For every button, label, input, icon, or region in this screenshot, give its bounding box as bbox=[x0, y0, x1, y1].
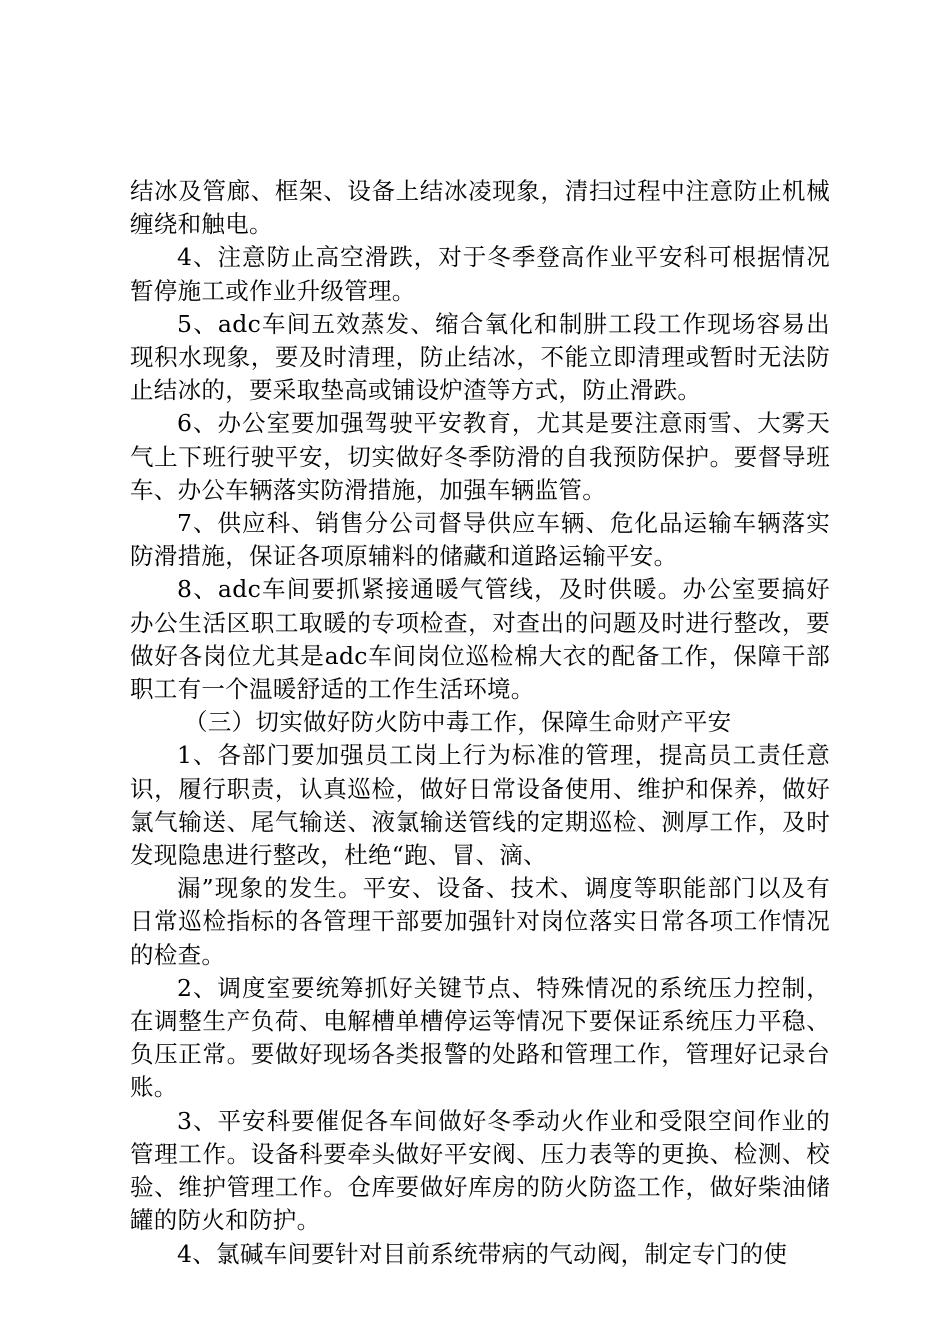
paragraph-fire-item-1: 1、各部门要加强员工岗上行为标准的管理，提高员工责任意识，履行职责，认真巡检，做好日常设备使用、维护和保养，做好氯气输送、尾气输送、液氯输送管线的定期巡检、测厚工作，及时发现隐患进行整改，杜绝“跑、冒、滴、 bbox=[130, 741, 830, 870]
paragraph-fire-item-3: 3、平安科要催促各车间做好冬季动火作业和受限空间作业的管理工作。设备科要牵头做好平安阀、压力表等的更换、检测、校验、维护管理工作。仓库要做好库房的防火防盗工作，做好柴油储罐的防火和防护。 bbox=[130, 1106, 830, 1235]
section-heading-3: （三）切实做好防火防中毒工作，保障生命财产平安 bbox=[184, 708, 732, 737]
paragraph-item-6: 6、办公室要加强驾驶平安教育，尤其是要注意雨雪、大雾天气上下班行驶平安，切实做好冬季防滑的自我预防保护。要督导班车、办公车辆落实防滑措施，加强车辆监管。 bbox=[130, 409, 830, 504]
paragraph-item-4: 4、注意防止高空滑跌，对于冬季登高作业平安科可根据情况暂停施工或作业升级管理。 bbox=[130, 243, 830, 305]
paragraph-item-8: 8、adc车间要抓紧接通暖气管线，及时供暖。办公室要搞好办公生活区职工取暖的专项检查，对查出的问题及时进行整改，要做好各岗位尤其是adc车间岗位巡检棉大衣的配备工作，保障干部职工有一个温暖舒适的工作生活环境。 bbox=[130, 575, 830, 704]
paragraph-fire-item-4: 4、氯碱车间要针对目前系统带病的气动阀，制定专门的使 bbox=[177, 1239, 788, 1268]
paragraph-item-7: 7、供应科、销售分公司督导供应车辆、危化品运输车辆落实防滑措施，保证各项原辅料的储藏和道路运输平安。 bbox=[130, 509, 830, 571]
paragraph-fire-item-2: 2、调度室要统筹抓好关键节点、特殊情况的系统压力控制，在调整生产负荷、电解槽单槽停运等情况下要保证系统压力平稳、负压正常。要做好现场各类报警的处路和管理工作，管理好记录台账。 bbox=[130, 973, 830, 1102]
document-body bbox=[130, 175, 830, 1271]
paragraph-continuation: 结冰及管廊、框架、设备上结冰凌现象，清扫过程中注意防止机械缠绕和触电。 bbox=[130, 177, 830, 239]
paragraph-fire-item-1-continued: 漏”现象的发生。平安、设备、技术、调度等职能部门以及有日常巡检指标的各管理干部要加强针对岗位落实日常各项工作情况的检查。 bbox=[130, 874, 830, 969]
paragraph-item-5: 5、adc车间五效蒸发、缩合氧化和制肼工段工作现场容易出现积水现象，要及时清理，防止结冰，不能立即清理或暂时无法防止结冰的，要采取垫高或铺设炉渣等方式，防止滑跌。 bbox=[130, 309, 830, 405]
